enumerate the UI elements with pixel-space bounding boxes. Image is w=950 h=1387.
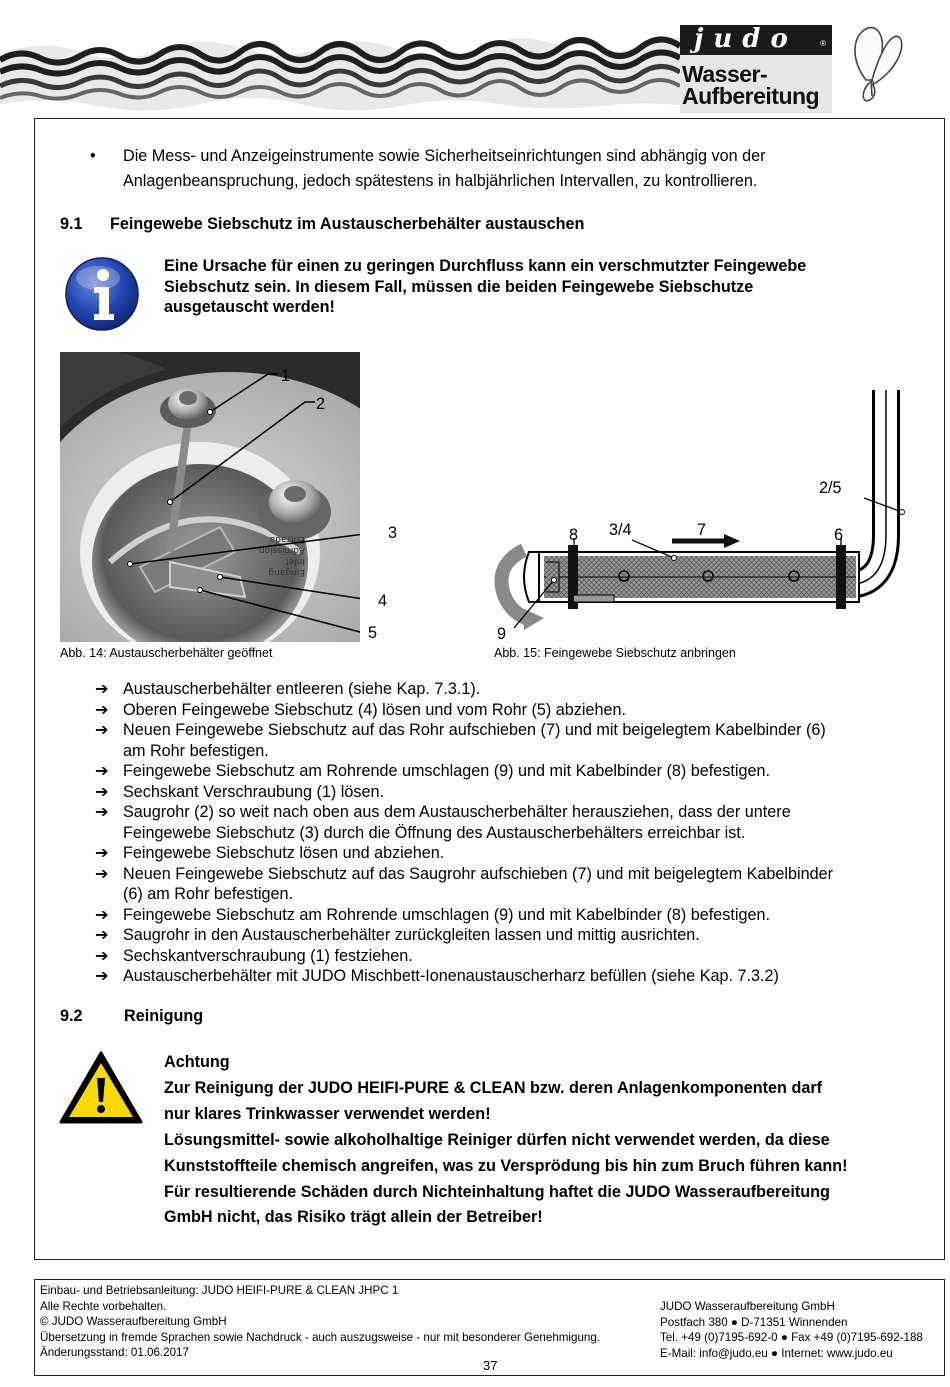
arrow-right-icon: ➔ [95, 782, 109, 801]
fig15-callout-3-4: 3/4 [609, 521, 632, 539]
fig14-callout-5: 5 [368, 624, 378, 642]
step-text: Sechskant Verschraubung (1) lösen. [123, 782, 384, 801]
step-item [95, 966, 935, 987]
info-icon [64, 256, 140, 332]
logo-line-1: Wasser- [682, 61, 768, 87]
page-footer [34, 1279, 945, 1376]
arrow-right-icon: ➔ [95, 946, 109, 965]
fig15-callout-2-5: 2/5 [819, 479, 842, 497]
footer-revision-date: Änderungsstand: 01.06.2017 [40, 1346, 189, 1359]
footer-contact: E-Mail: info@judo.eu ● Internet: www.judo.eu [660, 1346, 893, 1360]
footer-rights: Alle Rechte vorbehalten. [40, 1299, 167, 1313]
arrow-right-icon: ➔ [95, 700, 109, 719]
section-9-1-number: 9.1 [60, 215, 83, 233]
info-note-line-3: ausgetauscht werden! [164, 298, 335, 316]
arrow-right-icon: ➔ [95, 721, 109, 739]
warning-line: nur klares Trinkwasser verwendet werden! [164, 1104, 491, 1123]
step-item [95, 802, 935, 843]
step-text: Austauscherbehälter entleeren (siehe Kap. 7.3.1). [123, 680, 481, 698]
fig14-callout-1: 1 [281, 367, 291, 385]
section-9-2-number: 9.2 [60, 1007, 83, 1025]
page-number: 37 [483, 1358, 498, 1373]
step-item [95, 905, 935, 926]
step-text: Feingewebe Siebschutz am Rohrende umschlagen (9) und mit Kabelbinder (8) befestigen. [123, 762, 770, 780]
fig14-callout-4: 4 [378, 592, 388, 610]
fig15-callout-8: 8 [569, 526, 579, 544]
footer-address: Postfach 380 ● D-71351 Winnenden [660, 1315, 848, 1329]
step-item [95, 679, 935, 700]
fig15-callout-6: 6 [834, 526, 844, 544]
warning-line: Zur Reinigung der JUDO HEIFI-PURE & CLEAN bzw. deren Anlagenkomponenten darf [164, 1078, 823, 1097]
step-item [95, 761, 935, 782]
warning-line: Für resultierende Schäden durch Nichteinhaltung haftet die JUDO Wasseraufbereitung [164, 1182, 830, 1201]
step-text-continued: (6) am Rohr befestigen. [123, 885, 294, 903]
inner-label-2: Admission [258, 545, 305, 555]
arrow-right-icon: ➔ [95, 803, 109, 821]
footer-right [660, 1299, 923, 1361]
step-text-continued: am Rohr befestigen. [123, 741, 269, 760]
inner-label-1: Inlet [285, 556, 305, 566]
warning-line: Lösungsmittel- sowie alkoholhaltige Reiniger dürfen nicht verwendet werden, da diese [164, 1130, 830, 1149]
intro-bullet-line-1: Die Mess- und Anzeigeinstrumente sowie Sicherheitseinrichtungen sind abhängig von der [123, 147, 766, 165]
section-9-1-title: Feingewebe Siebschutz im Austauscherbehälter austauschen [110, 215, 585, 233]
step-text-continued: Feingewebe Siebschutz (3) durch die Öffnung des Austauscherbehälters erreichbar ist. [123, 823, 746, 842]
registered-mark: ® [820, 39, 826, 48]
logo-brand: judo [694, 24, 798, 54]
intro-bullet-line-2: Anlagenbeanspruchung, jedoch spätestens in halbjährlichen Intervallen, zu kontrollieren. [123, 172, 758, 190]
step-item [95, 864, 935, 905]
warning-line: GmbH nicht, das Risiko trägt allein der Betreiber! [164, 1208, 543, 1227]
arrow-right-icon: ➔ [95, 844, 109, 862]
arrow-right-icon: ➔ [95, 864, 109, 883]
fig15-callout-9: 9 [497, 625, 507, 643]
section-9-2-title: Reinigung [124, 1007, 204, 1025]
step-item [95, 925, 935, 946]
warning-line: Kunststoffteile chemisch angreifen, was zu Versprödung bis hin zum Bruch führen kann! [164, 1156, 848, 1175]
warning-icon [58, 1050, 144, 1126]
footer-phone: Tel. +49 (0)7195-692-0 ● Fax +49 (0)7195-692-188 [660, 1331, 923, 1344]
step-item [95, 700, 935, 721]
footer-translation-note: Übersetzung in fremde Sprachen sowie Nachdruck - auch auszugsweise - nur mit besonderer Genehmigung. [40, 1330, 601, 1344]
figure-15-caption: Abb. 15: Feingewebe Siebschutz anbringen [494, 646, 736, 660]
step-text: Feingewebe Siebschutz am Rohrende umschlagen (9) und mit Kabelbinder (8) befestigen. [123, 905, 770, 924]
step-text: Neuen Feingewebe Siebschutz auf das Saugrohr aufschieben (7) und mit beigelegtem Kabelbinder [123, 864, 834, 883]
step-item [95, 946, 935, 967]
step-text: Oberen Feingewebe Siebschutz (4) lösen und vom Rohr (5) abziehen. [123, 700, 626, 719]
butterfly-icon [855, 28, 902, 101]
arrow-right-icon: ➔ [95, 905, 109, 924]
arrow-right-icon: ➔ [95, 680, 109, 698]
step-item [95, 782, 935, 803]
intro-bullet-marker: • [90, 147, 96, 165]
fig14-callout-2: 2 [316, 395, 326, 413]
fig15-callout-7: 7 [697, 521, 707, 539]
figure-14-caption: Abb. 14: Austauscherbehälter geöffnet [60, 646, 273, 660]
step-text: Neuen Feingewebe Siebschutz auf das Rohr aufschieben (7) und mit beigelegtem Kabelbinder (6) [123, 721, 826, 739]
step-text: Feingewebe Siebschutz lösen und abziehen. [123, 844, 445, 862]
logo-line-2: Aufbereitung [682, 83, 820, 109]
arrow-right-icon: ➔ [95, 967, 109, 985]
step-text: Sechskantverschraubung (1) festziehen. [123, 946, 413, 965]
warning-text [164, 1050, 848, 1231]
footer-copyright: © JUDO Wasseraufbereitung GmbH [40, 1315, 227, 1328]
figure-15-pipe-drawing [484, 380, 934, 645]
step-text: Saugrohr in den Austauscherbehälter zurückgleiten lassen und mittig ausrichten. [123, 926, 700, 944]
warning-heading: Achtung [164, 1053, 230, 1071]
footer-document-title: Einbau- und Betriebsanleitung: JUDO HEIFI-PURE & CLEAN JHPC 1 [40, 1284, 399, 1297]
fig14-callout-3: 3 [388, 524, 398, 542]
inner-label-0: Eingang [268, 567, 305, 577]
step-text: Saugrohr (2) so weit nach oben aus dem Austauscherbehälter herausziehen, dass der untere [123, 803, 791, 821]
instruction-steps [95, 679, 935, 987]
arrow-right-icon: ➔ [95, 762, 109, 780]
arrow-right-icon: ➔ [95, 926, 109, 944]
figure-14-tank-photo [60, 352, 480, 642]
info-note-line-1: Eine Ursache für einen zu geringen Durchfluss kann ein verschmutzter Feingewebe [164, 257, 807, 275]
footer-left [40, 1283, 600, 1361]
logo-banner [680, 25, 832, 55]
step-item [95, 720, 935, 761]
info-note-line-2: Siebschutz sein. In diesem Fall, müssen die beiden Feingewebe Siebschutze [164, 278, 754, 296]
judo-logo [680, 25, 832, 113]
footer-company: JUDO Wasseraufbereitung GmbH [660, 1300, 835, 1313]
step-item [95, 843, 935, 864]
step-text: Austauscherbehälter mit JUDO Mischbett-Ionenaustauscherharz befüllen (siehe Kap. 7.3.2) [123, 967, 779, 985]
inner-label-3: Entrada [269, 534, 305, 544]
